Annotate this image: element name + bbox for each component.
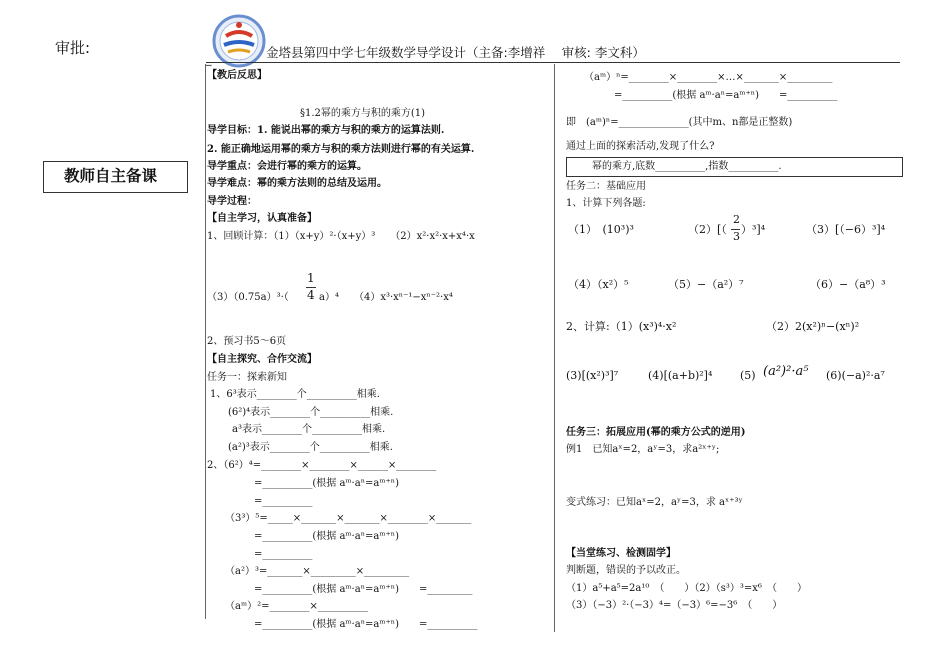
fill-line-1b: =__________(根据 aᵐ·aⁿ=aᵐ⁺ⁿ)	[254, 478, 399, 489]
explore-line-3: a³表示________个__________相乘.	[232, 424, 386, 435]
explore-line-1: 1、6³表示________个__________相乘.	[210, 389, 380, 400]
fill-line-1c: =__________	[254, 496, 313, 507]
calc2-item-4: (4)[(a+b)²]⁴	[648, 369, 713, 382]
review-question-3a: （3）（0.75a）³·（	[207, 292, 289, 303]
fill-line-4: （aᵐ）²=________×__________	[225, 601, 368, 612]
fill-line-3b: =__________(根据 aᵐ·aⁿ=aᵐ⁺ⁿ) =_________	[254, 584, 473, 595]
fill-line-3: （a²）³=_______×_________×_________	[225, 566, 410, 577]
approval-label: 审批:	[55, 39, 91, 57]
center-column-divider	[554, 64, 555, 632]
calc-6: （6）−（a⁸）³	[810, 278, 886, 291]
goal-line-1: 导学目标：1. 能说出幂的乘方与积的乘方的运算法则.	[207, 125, 445, 136]
calc2-item-5-label: (5)	[740, 369, 756, 382]
calc-2-numerator: 2	[733, 213, 740, 226]
calc2-item-3: (3)[(x²)³]⁷	[566, 369, 619, 382]
fill-line-4b: =__________(根据 aᵐ·aⁿ=aᵐ⁺ⁿ) =__________	[254, 619, 478, 630]
explore-heading: 【自主探究、合作交流】	[207, 354, 317, 365]
review-question: 1、回顾计算：（1）（x+y）²·（x+y）³ （2）x²·x²·x+x⁴·x	[207, 231, 475, 242]
key-point: 导学重点：会进行幂的乘方的运算。	[207, 161, 367, 172]
rule-statement: 即 (aᵐ)ⁿ=______________(其中m、n都是正整数)	[566, 117, 793, 128]
left-column-divider	[205, 64, 206, 619]
calc-2-prefix: （2）[（	[688, 223, 727, 236]
general-line-2: =__________(根据 aᵐ·aⁿ=aᵐ⁺ⁿ) =__________	[614, 90, 838, 101]
task1-heading: 任务一：探索新知	[207, 372, 287, 383]
header-rule	[206, 62, 900, 63]
judge-line-1: （1）a⁵+a⁵=2a¹⁰ （ ）（2）（s³）³=x⁶ （ ）	[566, 583, 807, 594]
discovery-answer: 幂的乘方,底数__________,指数__________.	[592, 161, 782, 172]
calc2-item-6: (6)(−a)²·a⁷	[826, 369, 885, 382]
fill-line-2: （3³）⁵=_____×_______×_______×________×_______	[225, 513, 472, 524]
fraction-denominator: 4	[307, 288, 315, 302]
fraction-numerator: 1	[307, 271, 315, 285]
explore-line-2: (6²)⁴表示________个__________相乘.	[228, 407, 394, 418]
explore-line-4: (a²)³表示________个__________相乘.	[228, 442, 393, 453]
calc1-heading: 1、计算下列各题:	[566, 198, 646, 209]
general-line-1: （aᵐ）ⁿ=________×________×…×_______×_________	[584, 72, 833, 83]
preview-line: 2、预习书5～6页	[207, 336, 287, 347]
calc2-item-5-expr: (a²)²·a⁵	[763, 364, 809, 379]
header-dash: _	[206, 53, 212, 66]
judge-line-2: （3）（−3）²·（−3）⁴=（−3）⁶=−3⁶ （ ）	[566, 600, 783, 611]
section-title: §1.2幂的乘方与积的乘方(1)	[300, 108, 426, 119]
reflection-heading: 【教后反思】	[207, 70, 267, 81]
calc-5: （5）−（a²）⁷	[668, 278, 744, 291]
self-study-heading: 【自主学习，认真准备】	[207, 213, 317, 224]
task2-heading: 任务二：基础应用	[566, 181, 646, 192]
difficulty: 导学难点：幂的乘方法则的总结及运用。	[207, 178, 387, 189]
school-logo	[212, 14, 266, 68]
fill-line-2b: =__________(根据 aᵐ·aⁿ=aᵐ⁺ⁿ)	[254, 531, 399, 542]
process-heading: 导学过程：	[207, 196, 257, 207]
calc2-line-1: 2、计算:（1）(x³)⁴·x²	[566, 320, 677, 333]
calc2-line-2: （2）2(x²)ⁿ−(xⁿ)²	[766, 320, 860, 333]
sidebar-box-label: 教师自主备课	[64, 166, 158, 185]
calc-1: （1） (10³)³	[568, 223, 634, 236]
task3-heading: 任务三：拓展应用(幂的乘方公式的逆用)	[566, 427, 746, 438]
example-1: 例1 已知aˣ=2，aʸ=3，求a²ˣ⁺ʸ;	[566, 444, 720, 455]
review-question-3b: a）⁴ （4）x³·xⁿ⁻¹−xⁿ⁻²·x⁴	[319, 292, 453, 303]
calc-2-suffix: ）³]⁴	[741, 223, 766, 236]
fill-line-2c: =__________	[254, 549, 313, 560]
discovery-question: 通过上面的探索活动,发现了什么?	[566, 141, 715, 152]
header-title: 金塔县第四中学七年级数学导学设计（主备:李增祥 审核: 李文科）	[266, 45, 645, 60]
calc-3: （3）[（−6）³]⁴	[806, 223, 886, 236]
fill-line-1: 2、（6²）⁴=________×________×______×________	[207, 460, 437, 471]
practice-heading: 【当堂练习、检测固学】	[566, 548, 676, 559]
variant-exercise: 变式练习：已知aˣ=2，aʸ=3，求 aˣ⁺³ʸ	[566, 497, 743, 508]
calc-2-denominator: 3	[733, 230, 740, 243]
goal-line-2: 2. 能正确地运用幂的乘方与积的乘方法则进行幂的有关运算.	[207, 144, 475, 155]
calc-4: （4）（x²）⁵	[568, 278, 629, 291]
judge-instruction: 判断题，错误的予以改正。	[566, 565, 686, 576]
